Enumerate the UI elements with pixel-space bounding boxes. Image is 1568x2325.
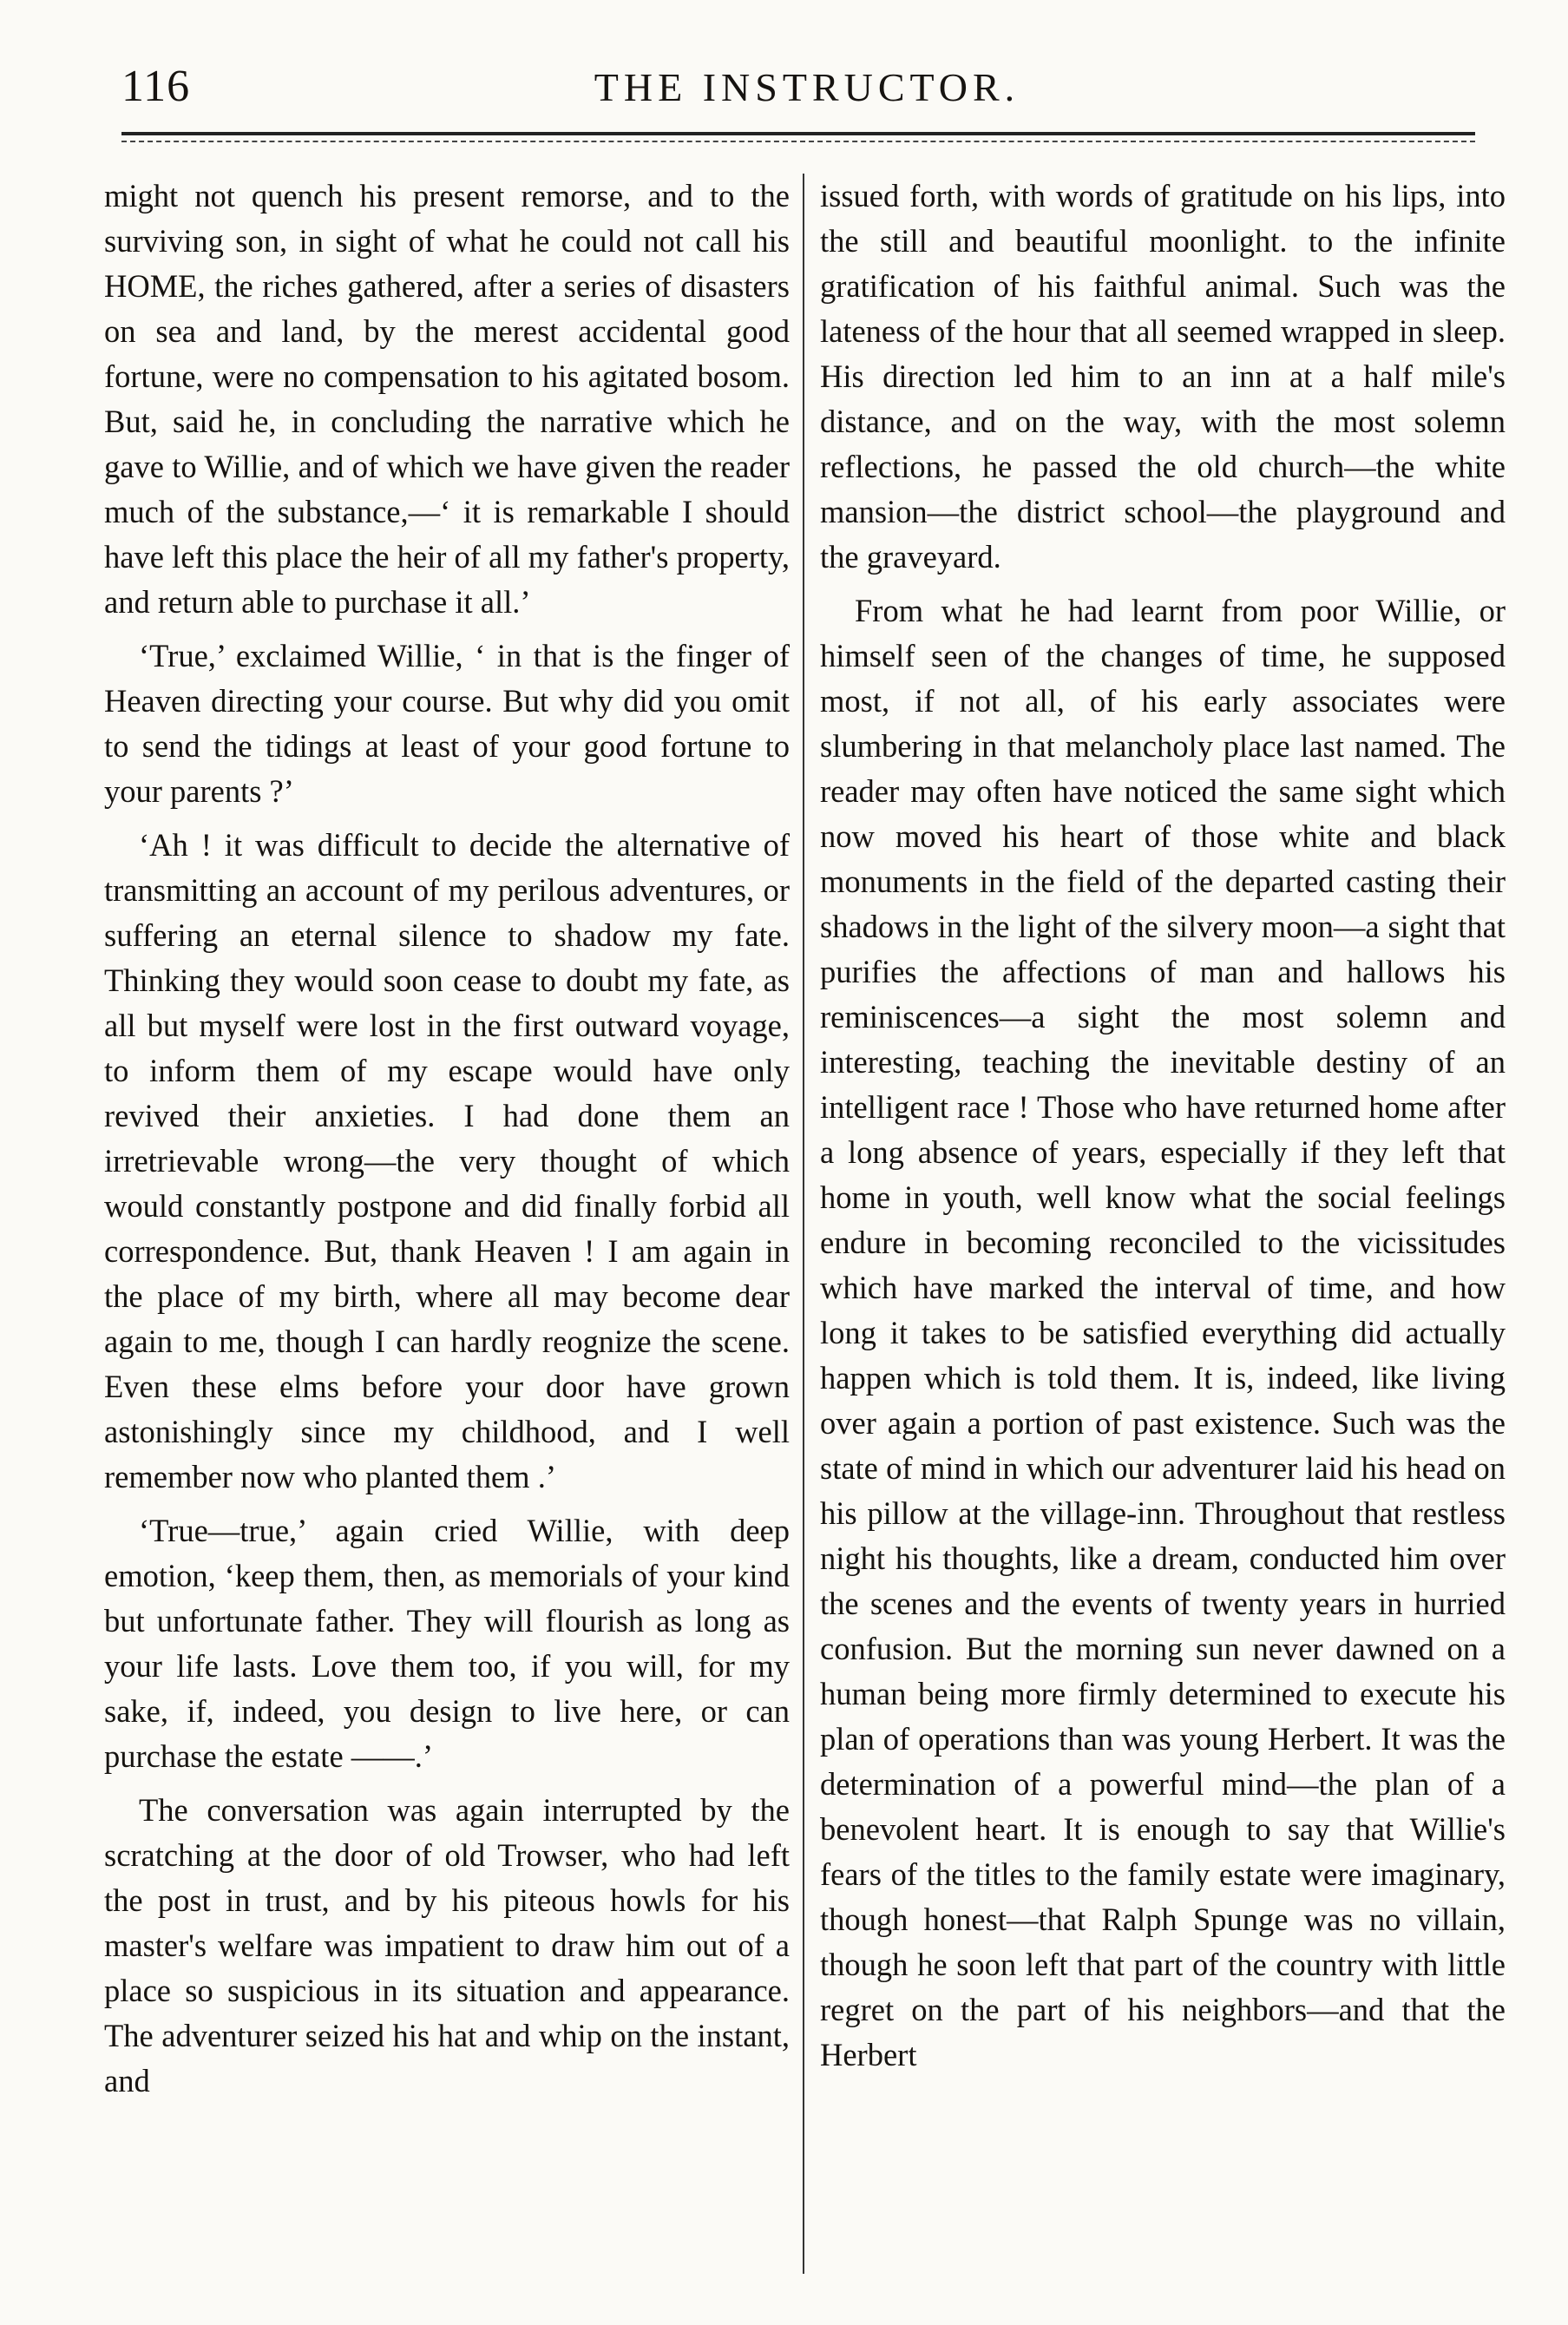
paragraph: issued forth, with words of gratitude on his lips, into the still and beautiful moonlight. to the infinite gratification of his faithful animal. Such was the lateness of the hour that all seemed wrapped in sleep. His direction led him to an inn at a half mile's distance, and on the way, with the most solemn reflections, he passed the old church—the white mansion—the district school—the playground and the graveyard. [820, 178, 1506, 575]
header-rule-dashed [121, 141, 1475, 142]
page-number: 116 [121, 62, 191, 111]
paragraph: ‘True,’ exclaimed Willie, ‘ in that is the finger of Heaven directing your course. But why did you omit to send the tidings at least of your good fortune to your parents ?’ [104, 638, 790, 809]
paragraph: From what he had learnt from poor Willie, or himself seen of the changes of time, he supposed most, if not all, of his early associates were slumbering in that melancholy place last named. The reader may often have noticed the same sight which now moved his heart of those white and black monuments in the field of the departed casting their shadows in the light of the silvery moon—a sight that purifies the affections of man and hallows his reminiscences—a sight the most solemn and interesting, teaching the inevitable destiny of an intelligent race ! Those who have returned home after a long absence of years, especially if they left that home in youth, well know what the social feelings endure in becoming reconciled to the vicissitudes which have marked the interval of time, and how long it takes to be satisfied everything did actually happen which is told them. It is, indeed, like living over again a portion of past existence. Such was the state of mind in which our adventurer laid his head on his pillow at the village-inn. Throughout that restless night his thoughts, like a dream, conducted him over the scenes and the events of twenty years in hurried confusion. But the morning sun never dawned on a human being more firmly determined to execute his plan of operations than was young Herbert. It was the determination of a powerful mind—the plan of a benevolent heart. It is enough to say that Willie's fears of the titles to the family estate were imaginary, though honest—that Ralph Spunge was no villain, though he soon left that part of the country with little regret on the part of his neighbors—and that the Herbert [820, 593, 1506, 2072]
header-rule [121, 132, 1475, 135]
paragraph: The conversation was again interrupted by the scratching at the door of old Trowser, who had left the post in trust, and by his piteous howls for his master's welfare was impatient to draw him out of a place so suspicious in its situation and appearance. The adventurer seized his hat and whip on the instant, and [104, 1792, 790, 2098]
running-title: THE INSTRUCTOR. [594, 65, 1020, 109]
paragraph: might not quench his present remorse, and to the surviving son, in sight of what he could not call his HOME, the riches gathered, after a series of disasters on sea and land, by the merest accidental good fortune, were no compensation to his agitated bosom. But, said he, in concluding the narrative which he gave to Willie, and of which we have given the reader much of the substance,—‘ it is remarkable I should have left this place the heir of all my father's property, and return able to purchase it all.’ [104, 178, 790, 620]
paragraph: ‘True—true,’ again cried Willie, with deep emotion, ‘keep them, then, as memorials of your kind but unfortunate father. They will flourish as long as your life lasts. Love them too, if you will, for my sake, if, indeed, you design to live here, or can purchase the estate ——.’ [104, 1513, 790, 1774]
page-header [121, 52, 1493, 130]
paragraph: ‘Ah ! it was difficult to decide the alternative of transmitting an account of my perilous adventures, or suffering an eternal silence to shadow my fate. Thinking they would soon cease to doubt my fate, as all but myself were lost in the first outward voyage, to inform them of my escape would have only revived their anxieties. I had done them an irretrievable wrong—the very thought of which would constantly postpone and did finally forbid all correspondence. But, thank Heaven ! I am again in the place of my birth, where all may become dear again to me, though I can hardly reognize the scene. Even these elms before your door have grown astonishingly since my childhood, and I well remember now who planted them .’ [104, 827, 790, 1494]
left-column [104, 174, 790, 2309]
column-divider [803, 174, 804, 2274]
right-column [820, 174, 1506, 2309]
